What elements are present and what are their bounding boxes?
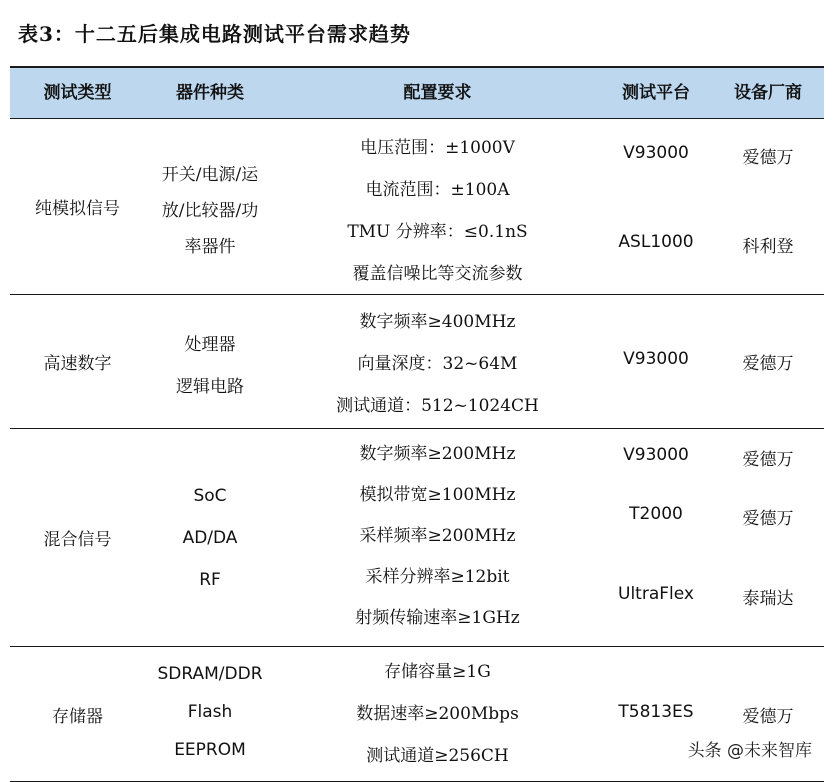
config-line: 测试通道≥256CH <box>366 746 509 766</box>
device-line: SoC <box>193 486 227 506</box>
config-line: 模拟带宽≥100MHz <box>359 485 516 505</box>
vendor-cell: 科利登 <box>742 237 794 257</box>
config-cell <box>275 434 600 639</box>
test-type-cell: 存储器 <box>52 706 103 727</box>
vendor-cell: 爱德万 <box>742 148 794 168</box>
device-line: AD/DA <box>182 528 238 548</box>
table-row <box>10 119 824 295</box>
config-cell <box>275 127 600 295</box>
table-row <box>10 295 824 429</box>
watermark: 头条 @未来智库 <box>682 734 818 763</box>
device-type-cell <box>145 655 275 769</box>
config-line: 测试通道：512~1024CH <box>336 396 539 416</box>
config-line: 向量深度：32~64M <box>357 354 518 374</box>
device-line: 放/比较器/功 <box>161 201 259 221</box>
config-line: 采样频率≥200MHz <box>359 526 516 546</box>
device-type-cell <box>145 157 275 265</box>
device-line: 处理器 <box>184 335 236 355</box>
vendor-cell: 爱德万 <box>742 509 794 529</box>
platform-cell: T2000 <box>629 504 683 524</box>
config-line: 射频传输速率≥1GHz <box>355 608 520 628</box>
config-line: 数字频率≥400MHz <box>359 312 516 332</box>
vendor-cell: 爱德万 <box>742 450 794 470</box>
config-cell <box>275 301 600 427</box>
config-line: 数字频率≥200MHz <box>359 444 516 464</box>
table-title: 表3：十二五后集成电路测试平台需求趋势 <box>18 22 411 46</box>
header-platform: 测试平台 <box>622 83 690 103</box>
config-line: TMU 分辨率：≤0.1nS <box>347 222 528 242</box>
device-line: RF <box>199 570 221 590</box>
config-line: 电压范围：±1000V <box>360 138 515 158</box>
config-line: 采样分辨率≥12bit <box>365 567 510 587</box>
table-header-row <box>10 68 824 119</box>
config-line: 覆盖信噪比等交流参数 <box>352 264 523 284</box>
device-type-cell <box>145 324 275 408</box>
config-line: 数据速率≥200Mbps <box>356 704 519 724</box>
vendor-cell: 泰瑞达 <box>742 589 794 609</box>
platform-cell: T5813ES <box>618 702 694 722</box>
device-line: EEPROM <box>174 740 246 760</box>
table-row <box>10 429 824 647</box>
platform-cell: ASL1000 <box>618 232 694 252</box>
platform-cell: V93000 <box>623 349 689 369</box>
device-type-cell <box>145 475 275 601</box>
platform-cell: V93000 <box>623 143 689 163</box>
header-test-type: 测试类型 <box>43 83 112 103</box>
platform-cell: UltraFlex <box>618 584 694 604</box>
platform-cell: V93000 <box>623 445 689 465</box>
vendor-cell: 爱德万 <box>742 354 794 374</box>
device-line: 开关/电源/运 <box>161 165 259 185</box>
device-line: 率器件 <box>184 237 236 257</box>
config-line: 存储容量≥1G <box>384 662 491 682</box>
test-type-cell: 纯模拟信号 <box>35 199 120 219</box>
vendor-cell: 爱德万 <box>742 707 794 727</box>
config-line: 电流范围：±100A <box>365 180 510 200</box>
device-line: SDRAM/DDR <box>157 664 263 684</box>
device-line: Flash <box>187 702 233 722</box>
test-type-cell: 高速数字 <box>43 354 112 374</box>
device-line: 逻辑电路 <box>176 377 244 397</box>
header-config: 配置要求 <box>403 83 472 103</box>
config-cell <box>275 651 600 777</box>
header-vendor: 设备厂商 <box>734 83 802 103</box>
test-type-cell: 混合信号 <box>43 530 112 550</box>
test-platform-table <box>10 66 824 782</box>
header-device-type: 器件种类 <box>176 83 244 103</box>
